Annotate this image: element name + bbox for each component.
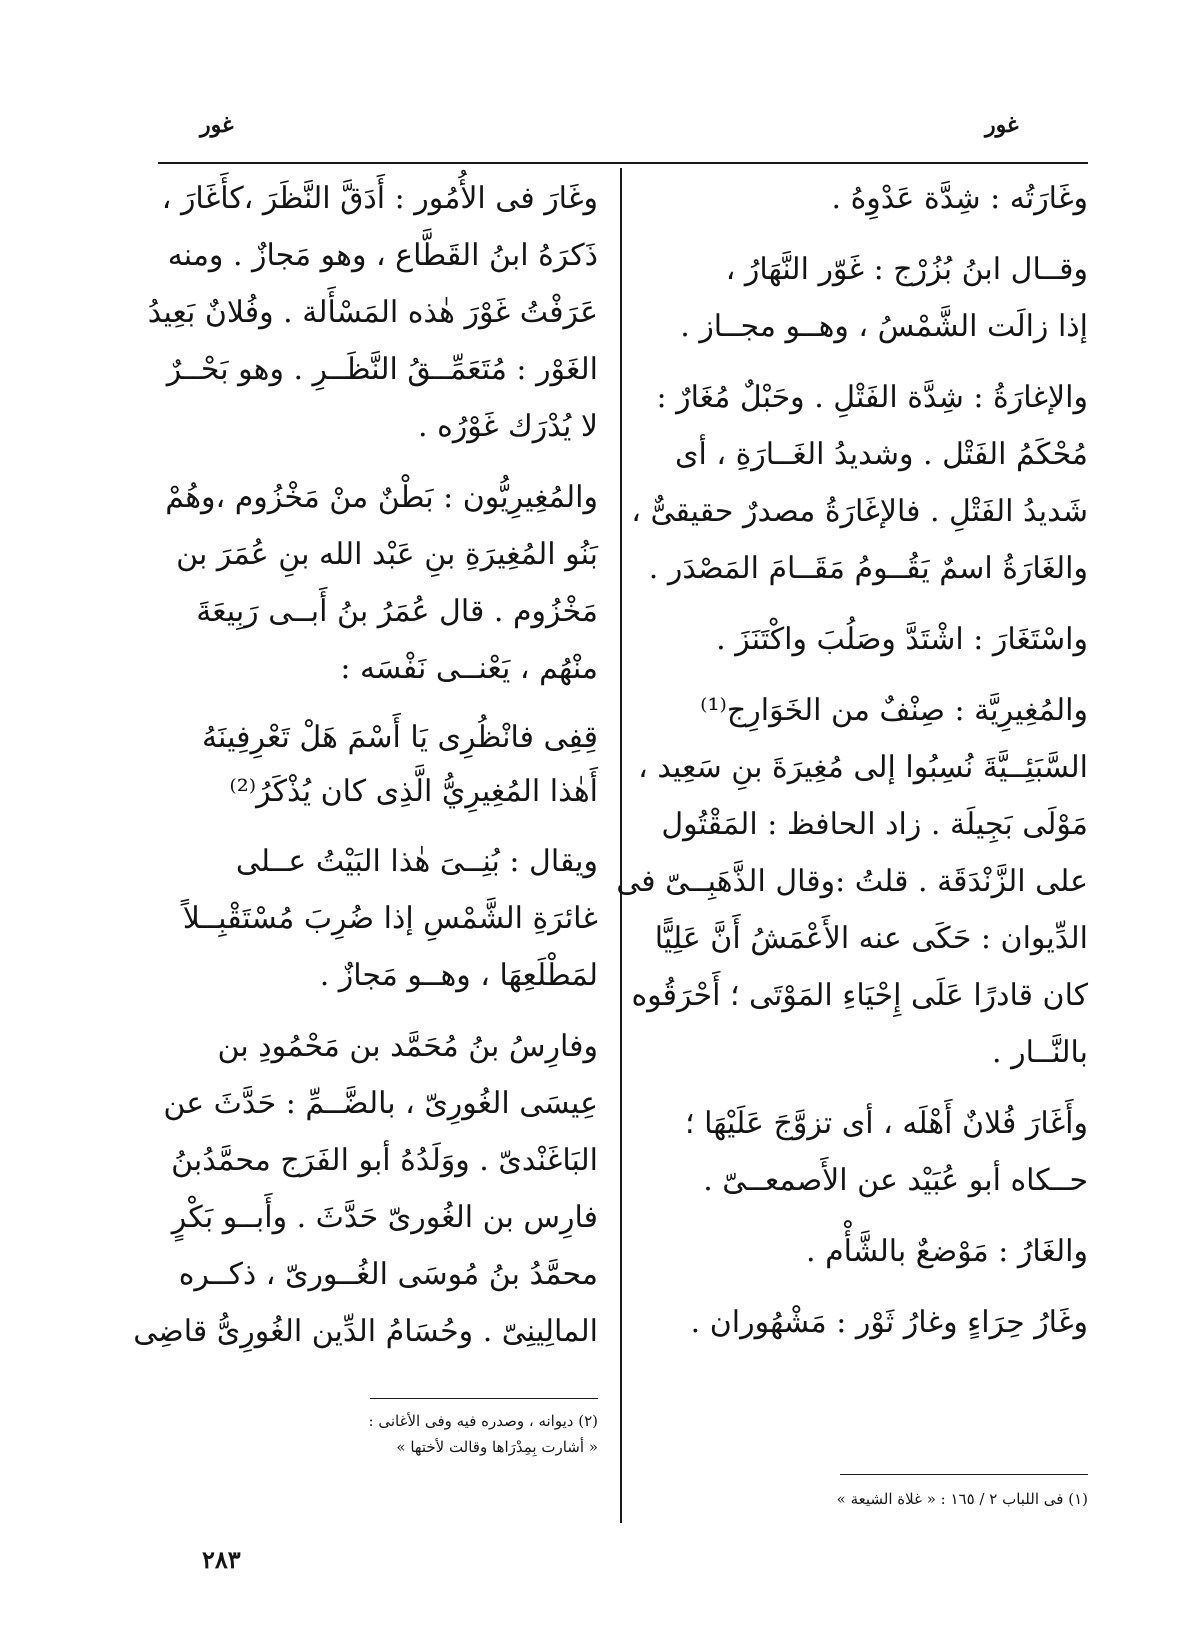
text-line: شَديدُ الفَتْلِ . فالإغَارَةُ مصدرٌ حقيقىٌّ ، xyxy=(631,494,1088,529)
text-line: الدِّيوان : حَكَى عنه الأَعْمَشُ أَنَّ عَلِيًّا xyxy=(654,921,1088,956)
text-line: منْهُم ، يَعْنــى نَفْسَه : xyxy=(340,651,598,686)
header-rule xyxy=(158,162,1088,164)
paragraph-gap xyxy=(638,1081,1088,1095)
footnote-rule-right xyxy=(840,1474,1088,1475)
paragraph-gap xyxy=(638,597,1088,611)
text-line: وفارِسُ بنُ مُحَمَّد بن مَحْمُودِ بن xyxy=(217,1029,598,1064)
right-column xyxy=(616,170,1088,1365)
paragraph-gap xyxy=(158,455,598,469)
text-line: مَخْزُوم . قال عُمَرُ بنُ أَبــى رَبِيعَةَ xyxy=(196,594,598,629)
text-line: لمَطْلَعِهَا ، وهــو مَجازٌ . xyxy=(319,958,598,993)
text-line: والمُغِيرِيَّة : صِنْفٌ من الخَوَارِج⁽¹⁾ xyxy=(700,693,1088,728)
text-line: والغَارُ : مَوْضعٌ بالشَّأْم . xyxy=(806,1234,1088,1269)
text-line: بالنَّــار . xyxy=(992,1035,1088,1070)
paragraph xyxy=(638,1294,1088,1351)
text-line: لا يُدْرَك غَوْرُه . xyxy=(418,409,598,444)
text-line: والغَارَةُ اسمٌ يَقُــومُ مَقَــامَ المَصْدَر . xyxy=(648,551,1088,586)
text-line: البَاغَنْدىّ . ووَلَدُهُ أبو الفَرَج محمَّدُبنُ xyxy=(171,1143,598,1178)
text-line: كان قادرًا عَلَى إِحْيَاءِ المَوْتَى ؛ أَحْرَقُوه xyxy=(631,978,1088,1013)
text-line: واسْتَغَارَ : اشْتَدَّ وصَلُبَ واكْتَنَزَ . xyxy=(716,622,1088,657)
text-line: غائرَةِ الشَّمْسِ إذا ضُرِبَ مُسْتَقْبِــلاً xyxy=(182,901,598,936)
text-line: محمَّدُ بنُ مُوسَى الغُــورىّ ، ذكــره xyxy=(178,1257,598,1292)
text-line: وغَارُ حِرَاءٍ وغارُ ثَوْر : مَشْهُوران . xyxy=(690,1305,1088,1340)
text-line: وغَارَ فى الأُمُور : أَدَقَّ النَّظَرَ ،كأَغَارَ ، xyxy=(161,181,598,216)
paragraph xyxy=(158,469,598,697)
text-line: عِيسَى الغُورِىّ ، بالضَّــمِّ : حَدَّثَ عن xyxy=(163,1086,598,1121)
footnote-line: « أشارت بِمِدْرَاها وقالت لأختها » xyxy=(396,1438,598,1456)
paragraph xyxy=(631,369,1088,597)
text-line: وغَارَتُه : شِدَّة عَدْوِهُ . xyxy=(831,181,1088,216)
paragraph-gap xyxy=(158,697,598,711)
paragraph xyxy=(638,1223,1088,1280)
paragraph-gap xyxy=(638,1351,1088,1365)
running-head-right: غور xyxy=(985,112,1019,138)
running-head-left: غور xyxy=(200,112,234,138)
paragraph xyxy=(133,1018,598,1360)
paragraph xyxy=(638,611,1088,668)
text-line: إذا زالَت الشَّمْسُ ، وهــو مجــاز . xyxy=(680,309,1088,344)
verse-line: قِفِى فانْظُرِى يَا أَسْمَ هَلْ تَعْرِفِينَهُ xyxy=(201,720,598,755)
text-line: مَوْلَى بَجِيلَة . زاد الحافظ : المَقْتُول xyxy=(661,807,1088,842)
paragraph xyxy=(638,170,1088,227)
text-line: بَنُو المُغِيرَةِ بنِ عَبْد الله بنِ عُمَرَ بن xyxy=(176,537,598,572)
paragraph-gap xyxy=(638,668,1088,682)
text-line: وقــال ابنُ بُزُرْج : غَوّر النَّهَارُ ، xyxy=(725,252,1088,287)
column-divider xyxy=(620,168,622,1523)
text-line: وأَغَارَ فُلانٌ أَهْلَه ، أى تزوَّجَ عَلَيْهَا ؛ xyxy=(685,1106,1088,1141)
text-line: ويقال : بُنِــىَ هٰذا البَيْتُ عــلى xyxy=(235,844,598,879)
text-line: مُحْكَمُ الفَتْل . وشديدُ الغَــارَةِ ، أى xyxy=(675,437,1088,472)
text-line: والإغارَةُ : شِدَّة الفَتْلِ . وحَبْلٌ مُغَارٌ : xyxy=(656,380,1088,415)
paragraph-gap xyxy=(158,1360,598,1374)
footnote-right: (١) فى اللباب ٢ / ١٦٥ : « غلاة الشيعة » xyxy=(836,1490,1088,1508)
paragraph-gap xyxy=(158,1004,598,1018)
paragraph-gap xyxy=(638,1209,1088,1223)
footnote-left xyxy=(158,1408,598,1460)
verse-block xyxy=(158,711,598,819)
paragraph xyxy=(616,682,1088,1081)
text-line: والمُغِيرِيُّون : بَطْنٌ منْ مَخْزُوم ،وهُمْ xyxy=(165,480,598,515)
text-line: عَرَفْتُ غَوْرَ هٰذه المَسْأَلة . وفُلانٌ بَعِيدُ xyxy=(147,295,598,330)
paragraph-gap xyxy=(638,355,1088,369)
paragraph-gap xyxy=(158,819,598,833)
text-line: المالِينِىّ . وحُسَامُ الدِّين الغُورِىُّ قاضِى xyxy=(133,1314,598,1349)
text-line: فارِس بن الغُورىّ حَدَّثَ . وأَبــو بَكْرٍ xyxy=(171,1200,598,1235)
verse-line: أَهٰذا المُغِيرِيُّ الَّذِى كان يُذْكَرُ⁽²⁾ xyxy=(229,774,598,809)
footnote-rule-left xyxy=(370,1398,598,1399)
text-line: ذَكرَهُ ابنُ القَطَّاع ، وهو مَجازٌ . ومنه xyxy=(167,238,598,273)
left-column xyxy=(133,170,598,1374)
footnote-line: (٢) ديوانه ، وصدره فيه وفى الأغانى : xyxy=(368,1412,598,1430)
paragraph xyxy=(147,170,598,455)
text-line: حــكاه أبو عُبَيْد عن الأَصمعــىّ . xyxy=(703,1163,1088,1198)
paragraph-gap xyxy=(638,1280,1088,1294)
paragraph xyxy=(638,241,1088,355)
paragraph-gap xyxy=(638,227,1088,241)
text-line: الغَوْر : مُتَعَمِّــقُ النَّظَــرِ . وهو بَحْــرٌ xyxy=(166,352,598,387)
text-line: السَّبَئِــيَّةَ نُسِبُوا إلى مُغِيرَةَ بنِ سَعِيد ، xyxy=(638,750,1088,785)
page-number: ٢٨٣ xyxy=(202,1545,241,1574)
paragraph xyxy=(158,833,598,1004)
paragraph xyxy=(638,1095,1088,1209)
text-line: على الزَّنْدَقَة . قلتُ :وقال الذَّهَبِــىّ فى xyxy=(616,864,1088,899)
